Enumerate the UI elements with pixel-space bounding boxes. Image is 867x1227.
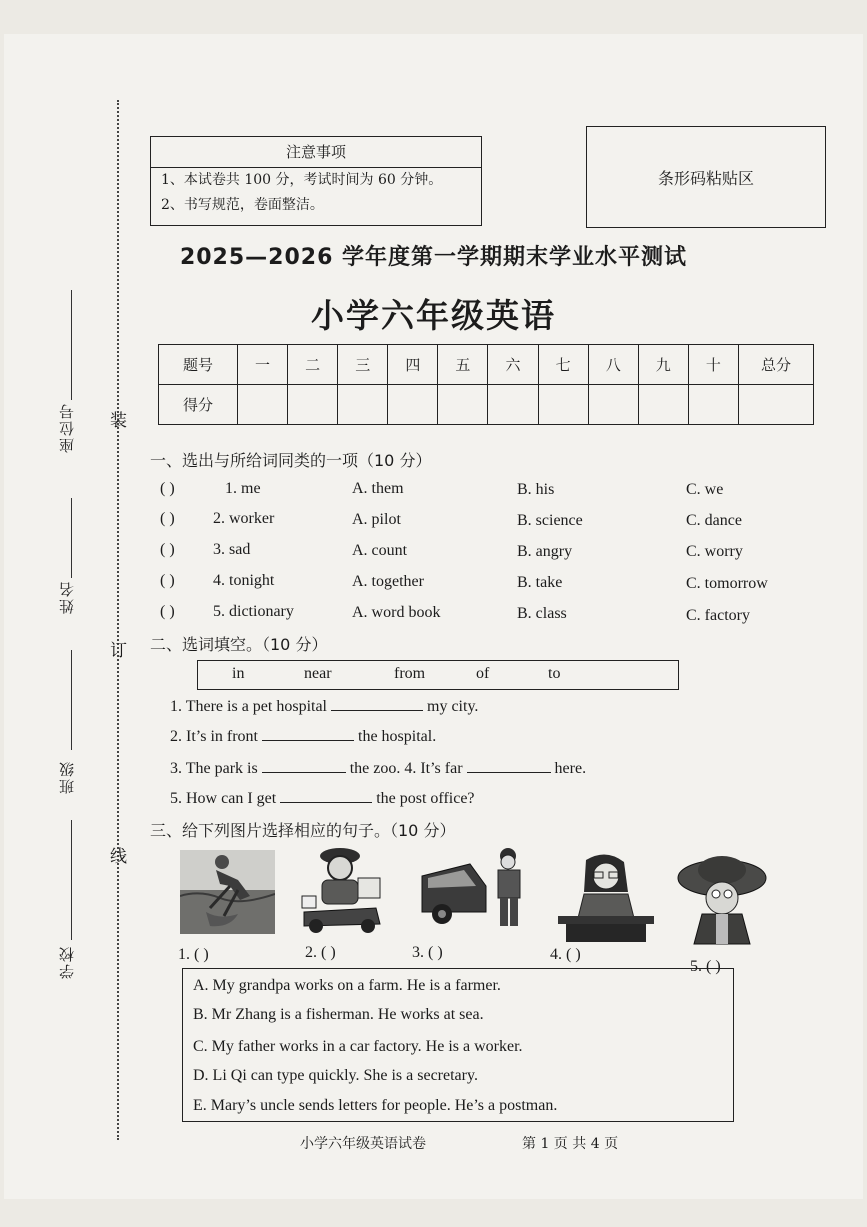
sentence-option: D. Li Qi can type quickly. She is a secretary. bbox=[193, 1067, 478, 1084]
fill-sentence-3-4: 3. The park is the zoo. 4. It’s far here. bbox=[170, 760, 587, 777]
car-worker-picture bbox=[420, 846, 528, 932]
farmer-picture bbox=[676, 852, 768, 946]
word-bank-item: near bbox=[304, 665, 332, 682]
section1-heading: 一、选出与所给词同类的一项（10 分） bbox=[150, 451, 432, 470]
class-label: 班级 bbox=[58, 760, 76, 794]
option-c: C. factory bbox=[686, 607, 750, 624]
picture-label-4[interactable]: 4. ( ) bbox=[550, 946, 581, 963]
score-table-score-row bbox=[159, 385, 814, 425]
answer-blank[interactable] bbox=[331, 696, 423, 711]
column-label: 十 bbox=[688, 345, 738, 385]
column-label: 九 bbox=[638, 345, 688, 385]
score-cell[interactable] bbox=[438, 385, 488, 425]
answer-paren[interactable]: ( ) bbox=[160, 603, 175, 620]
column-label: 五 bbox=[438, 345, 488, 385]
question-number-label: 题号 bbox=[159, 345, 238, 385]
question-word: 1. me bbox=[225, 480, 261, 497]
column-label: 二 bbox=[288, 345, 338, 385]
fill-sentence-2: 2. It’s in front the hospital. bbox=[170, 728, 437, 745]
sentence-option: A. My grandpa works on a farm. He is a farmer. bbox=[193, 977, 501, 994]
column-label: 八 bbox=[588, 345, 638, 385]
answer-paren[interactable]: ( ) bbox=[160, 510, 175, 527]
notice-line: 1、本试卷共 100 分，考试时间为 60 分钟。 bbox=[161, 172, 443, 188]
option-b: B. angry bbox=[517, 543, 573, 560]
seat-number-label: 座位号 bbox=[58, 402, 76, 453]
score-cell[interactable] bbox=[688, 385, 738, 425]
option-b: B. take bbox=[517, 574, 563, 591]
score-cell[interactable] bbox=[338, 385, 388, 425]
total-score-cell[interactable] bbox=[739, 385, 814, 425]
section3-heading: 三、给下列图片选择相应的句子。（10 分） bbox=[150, 821, 456, 840]
question-word: 5. dictionary bbox=[213, 603, 294, 620]
column-label: 一 bbox=[238, 345, 288, 385]
option-a: A. word book bbox=[352, 604, 441, 621]
sentence-options-box bbox=[182, 968, 734, 1122]
answer-paren[interactable]: ( ) bbox=[160, 541, 175, 558]
word-bank-item: from bbox=[394, 665, 426, 682]
question-word: 3. sad bbox=[213, 541, 251, 558]
sentence-option: C. My father works in a car factory. He is a worker. bbox=[193, 1038, 523, 1055]
option-c: C. we bbox=[686, 481, 724, 498]
score-cell[interactable] bbox=[238, 385, 288, 425]
fill-sentence-5: 5. How can I get the post office? bbox=[170, 790, 475, 807]
word-bank-item: to bbox=[548, 665, 561, 682]
score-cell[interactable] bbox=[388, 385, 438, 425]
fisherman-picture bbox=[180, 850, 275, 934]
class-underline bbox=[71, 650, 72, 750]
bind-char-zhuang: 装 bbox=[110, 411, 127, 431]
word-bank-item: of bbox=[476, 665, 490, 682]
word-bank-item: in bbox=[232, 665, 245, 682]
name-underline bbox=[71, 498, 72, 578]
column-label: 四 bbox=[388, 345, 438, 385]
answer-blank[interactable] bbox=[262, 726, 354, 741]
bind-char-xian: 线 bbox=[110, 847, 127, 867]
school-underline bbox=[71, 820, 72, 940]
score-table bbox=[158, 344, 814, 425]
score-cell[interactable] bbox=[288, 385, 338, 425]
column-label: 六 bbox=[488, 345, 538, 385]
exam-title: 2025—2026 学年度第一学期期末学业水平测试 bbox=[179, 245, 688, 270]
option-a: A. together bbox=[352, 573, 424, 590]
section2-heading: 二、选词填空。（10 分） bbox=[150, 635, 328, 654]
question-word: 2. worker bbox=[213, 510, 275, 527]
school-label: 学校 bbox=[58, 945, 76, 979]
notice-title: 注意事项 bbox=[151, 137, 481, 168]
total-label: 总分 bbox=[739, 345, 814, 385]
footer-title: 小学六年级英语试卷 bbox=[300, 1136, 426, 1152]
answer-blank[interactable] bbox=[262, 758, 346, 773]
footer-page-number: 第 1 页 共 4 页 bbox=[522, 1136, 619, 1152]
postman-picture bbox=[296, 842, 388, 934]
answer-blank[interactable] bbox=[280, 788, 372, 803]
option-c: C. worry bbox=[686, 543, 743, 560]
option-b: B. class bbox=[517, 605, 567, 622]
option-c: C. dance bbox=[686, 512, 742, 529]
picture-label-2[interactable]: 2. ( ) bbox=[305, 944, 336, 961]
option-b: B. his bbox=[517, 481, 555, 498]
column-label: 三 bbox=[338, 345, 388, 385]
word-bank bbox=[197, 660, 679, 690]
score-cell[interactable] bbox=[588, 385, 638, 425]
score-cell[interactable] bbox=[538, 385, 588, 425]
notice-line: 2、书写规范，卷面整洁。 bbox=[161, 197, 324, 213]
sentence-option: B. Mr Zhang is a fisherman. He works at sea. bbox=[193, 1006, 484, 1023]
option-a: A. them bbox=[352, 480, 404, 497]
score-label: 得分 bbox=[159, 385, 238, 425]
score-cell[interactable] bbox=[638, 385, 688, 425]
option-a: A. pilot bbox=[352, 511, 401, 528]
exam-subtitle: 小学六年级英语 bbox=[311, 296, 556, 335]
answer-paren[interactable]: ( ) bbox=[160, 572, 175, 589]
bind-char-ding: 订 bbox=[110, 641, 127, 661]
option-b: B. science bbox=[517, 512, 583, 529]
score-table-header-row bbox=[159, 345, 814, 385]
picture-label-1[interactable]: 1. ( ) bbox=[178, 946, 209, 963]
fill-sentence-1: 1. There is a pet hospital my city. bbox=[170, 698, 479, 715]
notice-box bbox=[150, 136, 482, 226]
barcode-label: 条形码粘贴区 bbox=[657, 168, 754, 188]
answer-paren[interactable]: ( ) bbox=[160, 480, 175, 497]
score-cell[interactable] bbox=[488, 385, 538, 425]
picture-label-5[interactable]: 5. ( ) bbox=[690, 958, 721, 975]
sentence-option: E. Mary’s uncle sends letters for people. He’s a postman. bbox=[193, 1097, 558, 1114]
barcode-area bbox=[586, 126, 826, 228]
question-word: 4. tonight bbox=[213, 572, 275, 589]
option-a: A. count bbox=[352, 542, 408, 559]
picture-label-3[interactable]: 3. ( ) bbox=[412, 944, 443, 961]
option-c: C. tomorrow bbox=[686, 575, 768, 592]
column-label: 七 bbox=[538, 345, 588, 385]
secretary-picture bbox=[556, 852, 656, 944]
answer-blank[interactable] bbox=[467, 758, 551, 773]
name-label: 姓名 bbox=[58, 580, 76, 614]
